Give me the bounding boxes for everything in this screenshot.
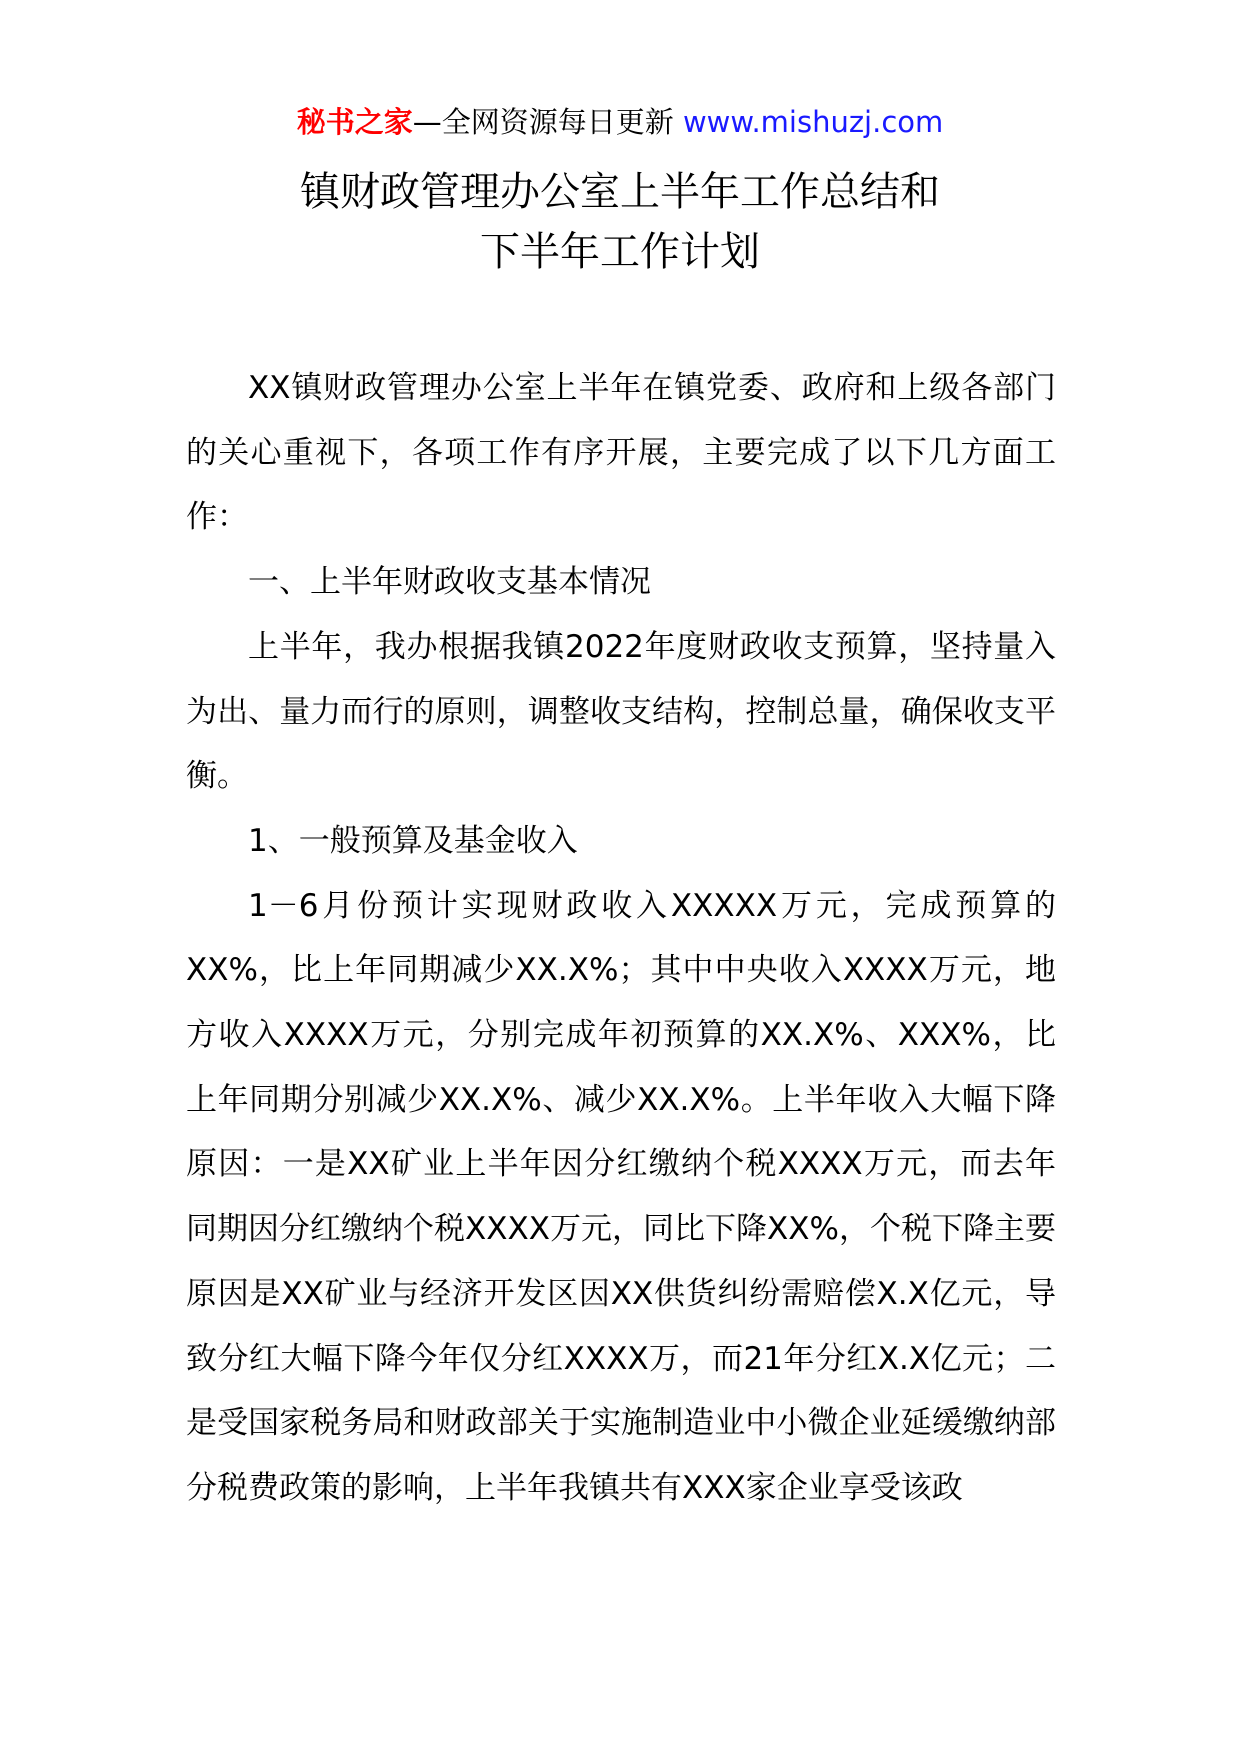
- section-heading-1: 一、上半年财政收支基本情况: [248, 564, 651, 601]
- title-line-2: 下半年工作计划: [480, 229, 760, 275]
- paragraph-intro: XX镇财政管理办公室上半年在镇党委、政府和上级各部门的关心重视下，各项工作有序开展，主要完成了以下几方面工作：: [186, 370, 1056, 536]
- brand-name: 秘书之家: [296, 105, 413, 139]
- paragraph-revenue: 1－6月份预计实现财政收入XXXXX万元，完成预算的XX%，比上年同期减少XX.X%；其中中央收入XXXX万元，地方收入XXXX万元，分别完成年初预算的XX.X%、XXX%，比上年同期分别减少XX.X%、减少XX.X%。上半年收入大幅下降原因：一是XX矿业上半年因分红缴纳个税XXXX万元，而去年同期因分红缴纳个税XXXX万元，同比下降XX%，个税下降主要原因是XX矿业与经济开发区因XX供货纠纷需赔偿X.X亿元，导致分红大幅下降今年仅分红XXXX万，而21年分红X.X亿元；二是受国家税务局和财政部关于实施制造业中小微企业延缓缴纳部分税费政策的影响，上半年我镇共有XXX家企业享受该政: [186, 887, 1056, 1506]
- document-title: [0, 162, 1240, 282]
- site-header: [0, 100, 1240, 144]
- title-line-1: 镇财政管理办公室上半年工作总结和: [300, 169, 940, 215]
- header-tagline: —全网资源每日更新: [412, 105, 683, 139]
- subsection-heading-1: 1、一般预算及基金收入: [248, 822, 578, 859]
- site-url-link[interactable]: www.mishuzj.com: [682, 105, 944, 139]
- paragraph-overview: 上半年，我办根据我镇2022年度财政收支预算，坚持量入为出、量力而行的原则，调整收支结构，控制总量，确保收支平衡。: [186, 628, 1056, 795]
- document-body: [186, 356, 1056, 1521]
